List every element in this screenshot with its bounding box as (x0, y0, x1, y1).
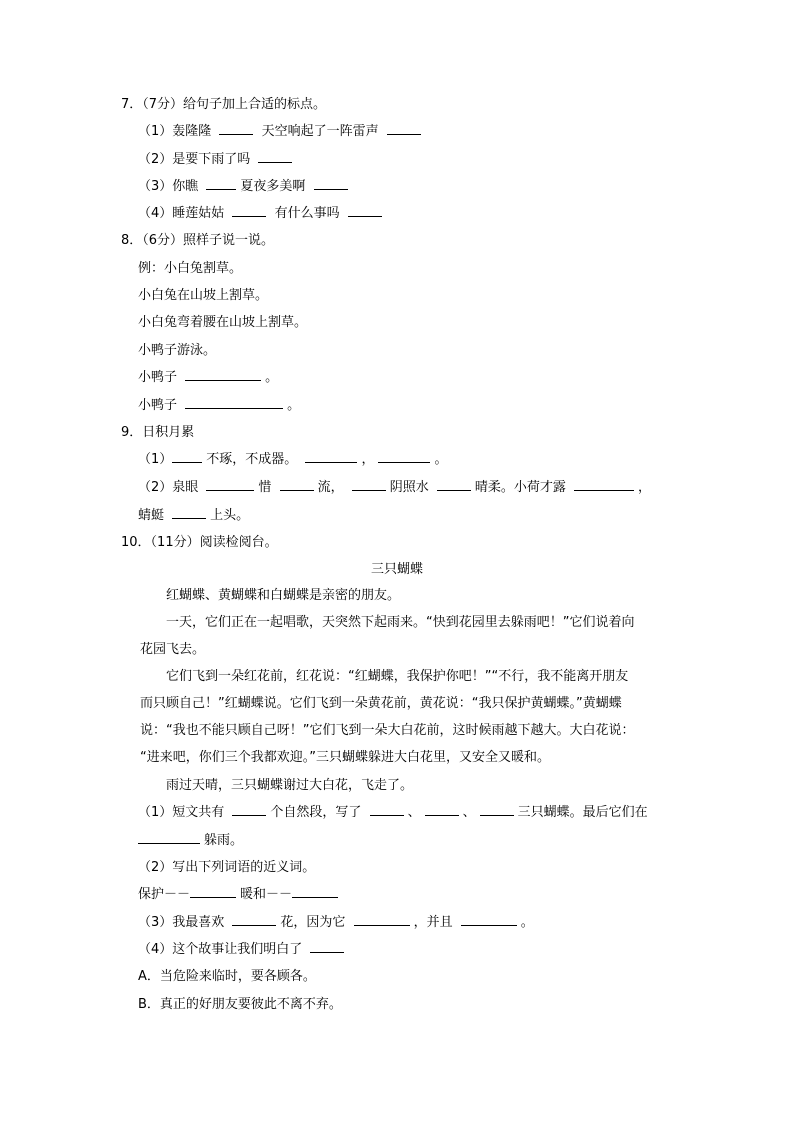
q10-blank[interactable] (138, 831, 200, 844)
story-text: 它们飞到一朵红花前，红花说：“红蝴蝶，我保护你吧！”“不行，我不能离开朋友 (166, 669, 629, 684)
q8-end: 。 (287, 398, 301, 413)
q10-sub-2-a: 保护－－ (138, 887, 191, 902)
q7-item-1-text-b: 天空响起了一阵雷声 (261, 124, 379, 139)
q10-blank[interactable] (232, 913, 276, 926)
q9-blank[interactable] (172, 506, 206, 519)
q7-heading: 7．（7分）给句子加上合适的标点。 (121, 97, 327, 112)
q10-sub-1-b: 个自然段，写了 (270, 805, 362, 820)
q9-line-2 (138, 478, 651, 498)
q10-sub-2-line (138, 885, 342, 905)
q9-line-2-e: 晴柔。小荷才露 (474, 480, 566, 495)
q7-blank[interactable] (219, 122, 253, 135)
q7-item-3-text-a: （3）你瞧 (138, 179, 199, 194)
q10-sub-1-c: 、 (407, 805, 421, 820)
q9-line-2-a: （2）泉眼 (138, 480, 199, 495)
q8-blank[interactable] (185, 368, 261, 381)
q10-sub-3-end: 。 (520, 915, 534, 930)
q7-item-3 (138, 177, 352, 197)
q10-sub-1-a: （1）短文共有 (138, 805, 225, 820)
q9-line-2-d: 阴照水 (389, 480, 429, 495)
q7-item-4 (138, 204, 386, 224)
story-paragraph-4 (140, 772, 676, 799)
q7-item-4-text-a: （4）睡莲姑姑 (138, 206, 225, 221)
story-text: 一天，它们正在一起唱歌，天突然下起雨来。“快到花园里去躲雨吧！”它们说着向 (166, 615, 635, 630)
q10-blank[interactable] (354, 913, 410, 926)
q9-blank[interactable] (305, 450, 357, 463)
story-paragraph-1 (140, 582, 676, 609)
story-paragraph-3 (140, 663, 676, 771)
story-text: 红蝴蝶、黄蝴蝶和白蝴蝶是亲密的朋友。 (166, 588, 401, 603)
q7-blank[interactable] (314, 177, 348, 190)
q10-sub-2-b: 暖和－－ (240, 887, 293, 902)
q9-line-2-end: ， (638, 480, 652, 495)
q8-blank[interactable] (185, 396, 283, 409)
q8-duck: 小鸭子游泳。 (138, 343, 217, 358)
q10-blank[interactable] (310, 940, 344, 953)
q9-blank[interactable] (206, 478, 254, 491)
q9-line-2-b: 惜 (258, 480, 272, 495)
q10-blank[interactable] (292, 885, 338, 898)
story-text: 雨过天晴，三只蝴蝶谢过大白花，飞走了。 (166, 778, 414, 793)
q10-blank[interactable] (232, 803, 266, 816)
q10-option-a[interactable]: A．当危险来临时，要各顾各。 (138, 969, 316, 984)
q8-duck-label: 小鸭子 (138, 398, 178, 413)
q10-option-b[interactable]: B．真正的好朋友要彼此不离不弃。 (138, 997, 342, 1012)
q10-sub-1-f: 躲雨。 (204, 833, 244, 848)
q9-end: 。 (434, 452, 448, 467)
q10-blank[interactable] (190, 885, 236, 898)
q7-item-2 (138, 150, 296, 170)
q10-sub-3 (138, 913, 534, 933)
q9-line-3-a: 蜻蜓 (138, 508, 165, 523)
q10-sub-4 (138, 940, 348, 960)
q9-line-2-c: 流， (317, 480, 344, 495)
q8-heading: 8．（6分）照样子说一说。 (121, 233, 275, 248)
story-text: 而只顾自己！”红蝴蝶说。它们飞到一朵黄花前，黄花说：“我只保护黄蝴蝶。”黄蝴蝶 (140, 696, 622, 711)
story-text: 花园飞去。 (140, 642, 206, 657)
story-text: “进来吧，你们三个我都欢迎。”三只蝴蝶躲进大白花里，又安全又暖和。 (140, 750, 550, 765)
q9-line-1 (138, 450, 447, 470)
q10-sub-3-c: ，并且 (413, 915, 453, 930)
q10-blank[interactable] (425, 803, 459, 816)
q8-example-2: 小白兔在山坡上割草。 (138, 288, 269, 303)
q10-sub-3-a: （3）我最喜欢 (138, 915, 225, 930)
q10-blank[interactable] (480, 803, 514, 816)
q10-heading: 10．（11分）阅读检阅台。 (121, 535, 278, 550)
q7-item-3-text-b: 夏夜多美啊 (240, 179, 306, 194)
q10-sub-1 (138, 803, 648, 823)
q9-line-3-b: 上头。 (210, 508, 250, 523)
q10-sub-3-b: 花，因为它 (280, 915, 346, 930)
q8-duck-line-2 (138, 396, 300, 416)
q9-line-1-text: 不琢，不成器。 (206, 452, 298, 467)
q9-line-1-num: （1） (138, 452, 173, 467)
q10-sub-4-text: （4）这个故事让我们明白了 (138, 942, 303, 957)
q10-blank[interactable] (461, 913, 517, 926)
q8-example-3: 小白兔弯着腰在山坡上割草。 (138, 315, 308, 330)
q7-blank[interactable] (348, 204, 382, 217)
q9-blank[interactable] (378, 450, 430, 463)
story-paragraph-2 (140, 609, 676, 663)
q8-duck-label: 小鸭子 (138, 370, 178, 385)
q9-heading: 9．日积月累 (121, 425, 195, 440)
q9-blank[interactable] (280, 478, 314, 491)
q7-blank[interactable] (232, 204, 266, 217)
story-title: 三只蝴蝶 (370, 562, 423, 577)
q10-sub-1-e: 三只蝴蝶。最后它们在 (517, 805, 648, 820)
q10-sub-2: （2）写出下列词语的近义词。 (138, 860, 316, 875)
q7-item-4-text-b: 有什么事吗 (274, 206, 340, 221)
q9-blank[interactable] (352, 478, 386, 491)
story-text: 说：“我也不能只顾自己呀！”它们飞到一朵大白花前，这时候雨越下越大。大白花说： (140, 723, 635, 738)
q9-sep: ， (361, 452, 375, 467)
q7-item-1 (138, 122, 425, 142)
q9-blank[interactable] (172, 450, 202, 463)
q10-sub-1-d: 、 (462, 805, 476, 820)
q9-line-3 (138, 506, 249, 526)
q10-sub-1-cont (138, 831, 243, 851)
q7-item-1-text-a: （1）轰隆隆 (138, 124, 212, 139)
q7-blank[interactable] (387, 122, 421, 135)
q9-blank[interactable] (574, 478, 634, 491)
q8-end: 。 (265, 370, 279, 385)
q7-blank[interactable] (206, 177, 236, 190)
q9-blank[interactable] (437, 478, 471, 491)
q10-blank[interactable] (370, 803, 404, 816)
q7-item-2-text-a: （2）是要下雨了吗 (138, 152, 251, 167)
q8-duck-line-1 (138, 368, 278, 388)
q8-example-1: 例：小白兔割草。 (138, 261, 243, 276)
q7-blank[interactable] (258, 150, 292, 163)
